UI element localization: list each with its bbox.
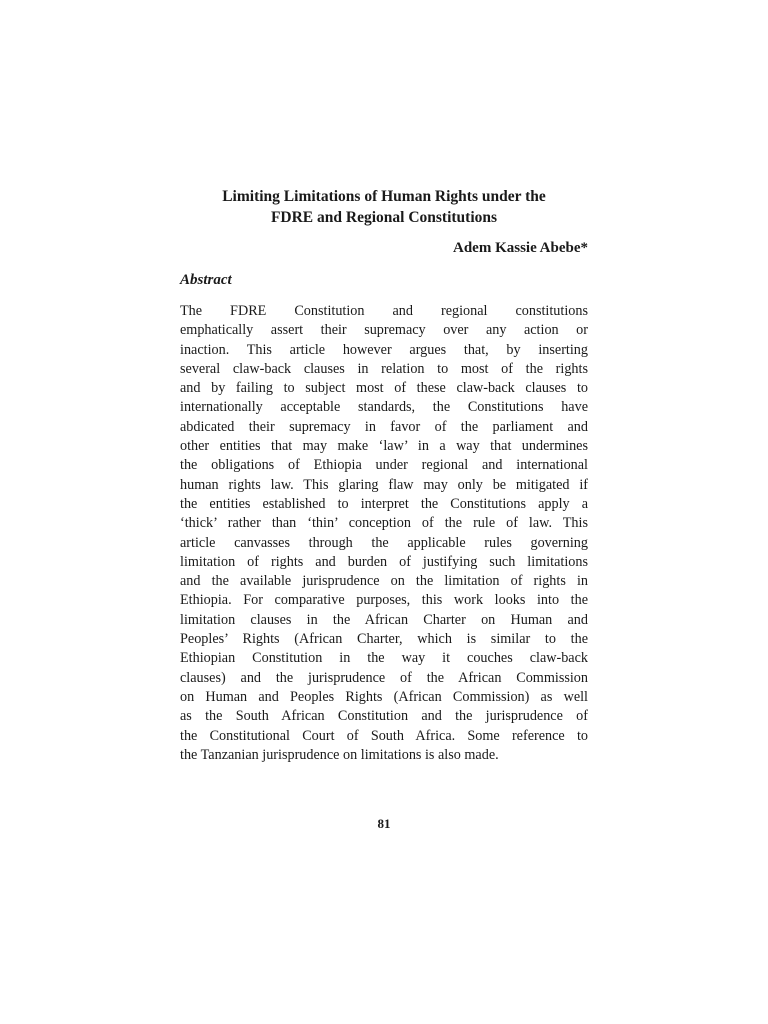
abstract-line: clauses) and the jurisprudence of the African Commission [180, 669, 588, 686]
abstract-line: Peoples’ Rights (African Charter, which is similar to the [180, 631, 588, 648]
author-name: Adem Kassie Abebe* [453, 240, 588, 256]
abstract-line: the obligations of Ethiopia under regional and international [180, 457, 588, 474]
abstract-line: other entities that may make ‘law’ in a way that undermines [180, 438, 588, 455]
abstract-line: abdicated their supremacy in favor of the parliament and [180, 418, 588, 435]
abstract-line: limitation clauses in the African Charter on Human and [180, 611, 588, 628]
abstract-line: Ethiopia. For comparative purposes, this work looks into the [180, 592, 588, 609]
abstract-line: the Constitutional Court of South Africa. Some reference to [180, 727, 588, 744]
abstract-line: ‘thick’ rather than ‘thin’ conception of the rule of law. This [180, 515, 588, 532]
abstract-body [180, 302, 588, 765]
abstract-line: the entities established to interpret the Constitutions apply a [180, 495, 588, 512]
abstract-line: as the South African Constitution and the jurisprudence of [180, 708, 588, 725]
abstract-line: Ethiopian Constitution in the way it couches claw-back [180, 650, 588, 667]
abstract-line: The FDRE Constitution and regional constitutions [180, 303, 588, 319]
paper-title [180, 186, 588, 228]
abstract-line: several claw-back clauses in relation to most of the rights [180, 360, 588, 377]
paper-title-line-2: FDRE and Regional Constitutions [270, 209, 498, 226]
abstract-line: the Tanzanian jurisprudence on limitations is also made. [180, 746, 499, 763]
abstract-line: article canvasses through the applicable rules governing [180, 534, 588, 551]
abstract-line: human rights law. This glaring flaw may only be mitigated if [180, 476, 588, 493]
paper-title-line-1: Limiting Limitations of Human Rights under the [222, 188, 546, 205]
abstract-line: and by failing to subject most of these claw-back clauses to [180, 380, 588, 397]
page-number: 81 [377, 816, 391, 831]
abstract-line: and the available jurisprudence on the limitation of rights in [180, 573, 588, 590]
abstract-heading: Abstract [180, 272, 232, 288]
abstract-line: on Human and Peoples Rights (African Commission) as well [180, 688, 588, 705]
abstract-line: emphatically assert their supremacy over any action or [180, 322, 588, 339]
abstract-line: inaction. This article however argues that, by inserting [180, 341, 588, 358]
abstract-line: limitation of rights and burden of justifying such limitations [180, 553, 588, 570]
abstract-line: internationally acceptable standards, the Constitutions have [180, 399, 588, 416]
